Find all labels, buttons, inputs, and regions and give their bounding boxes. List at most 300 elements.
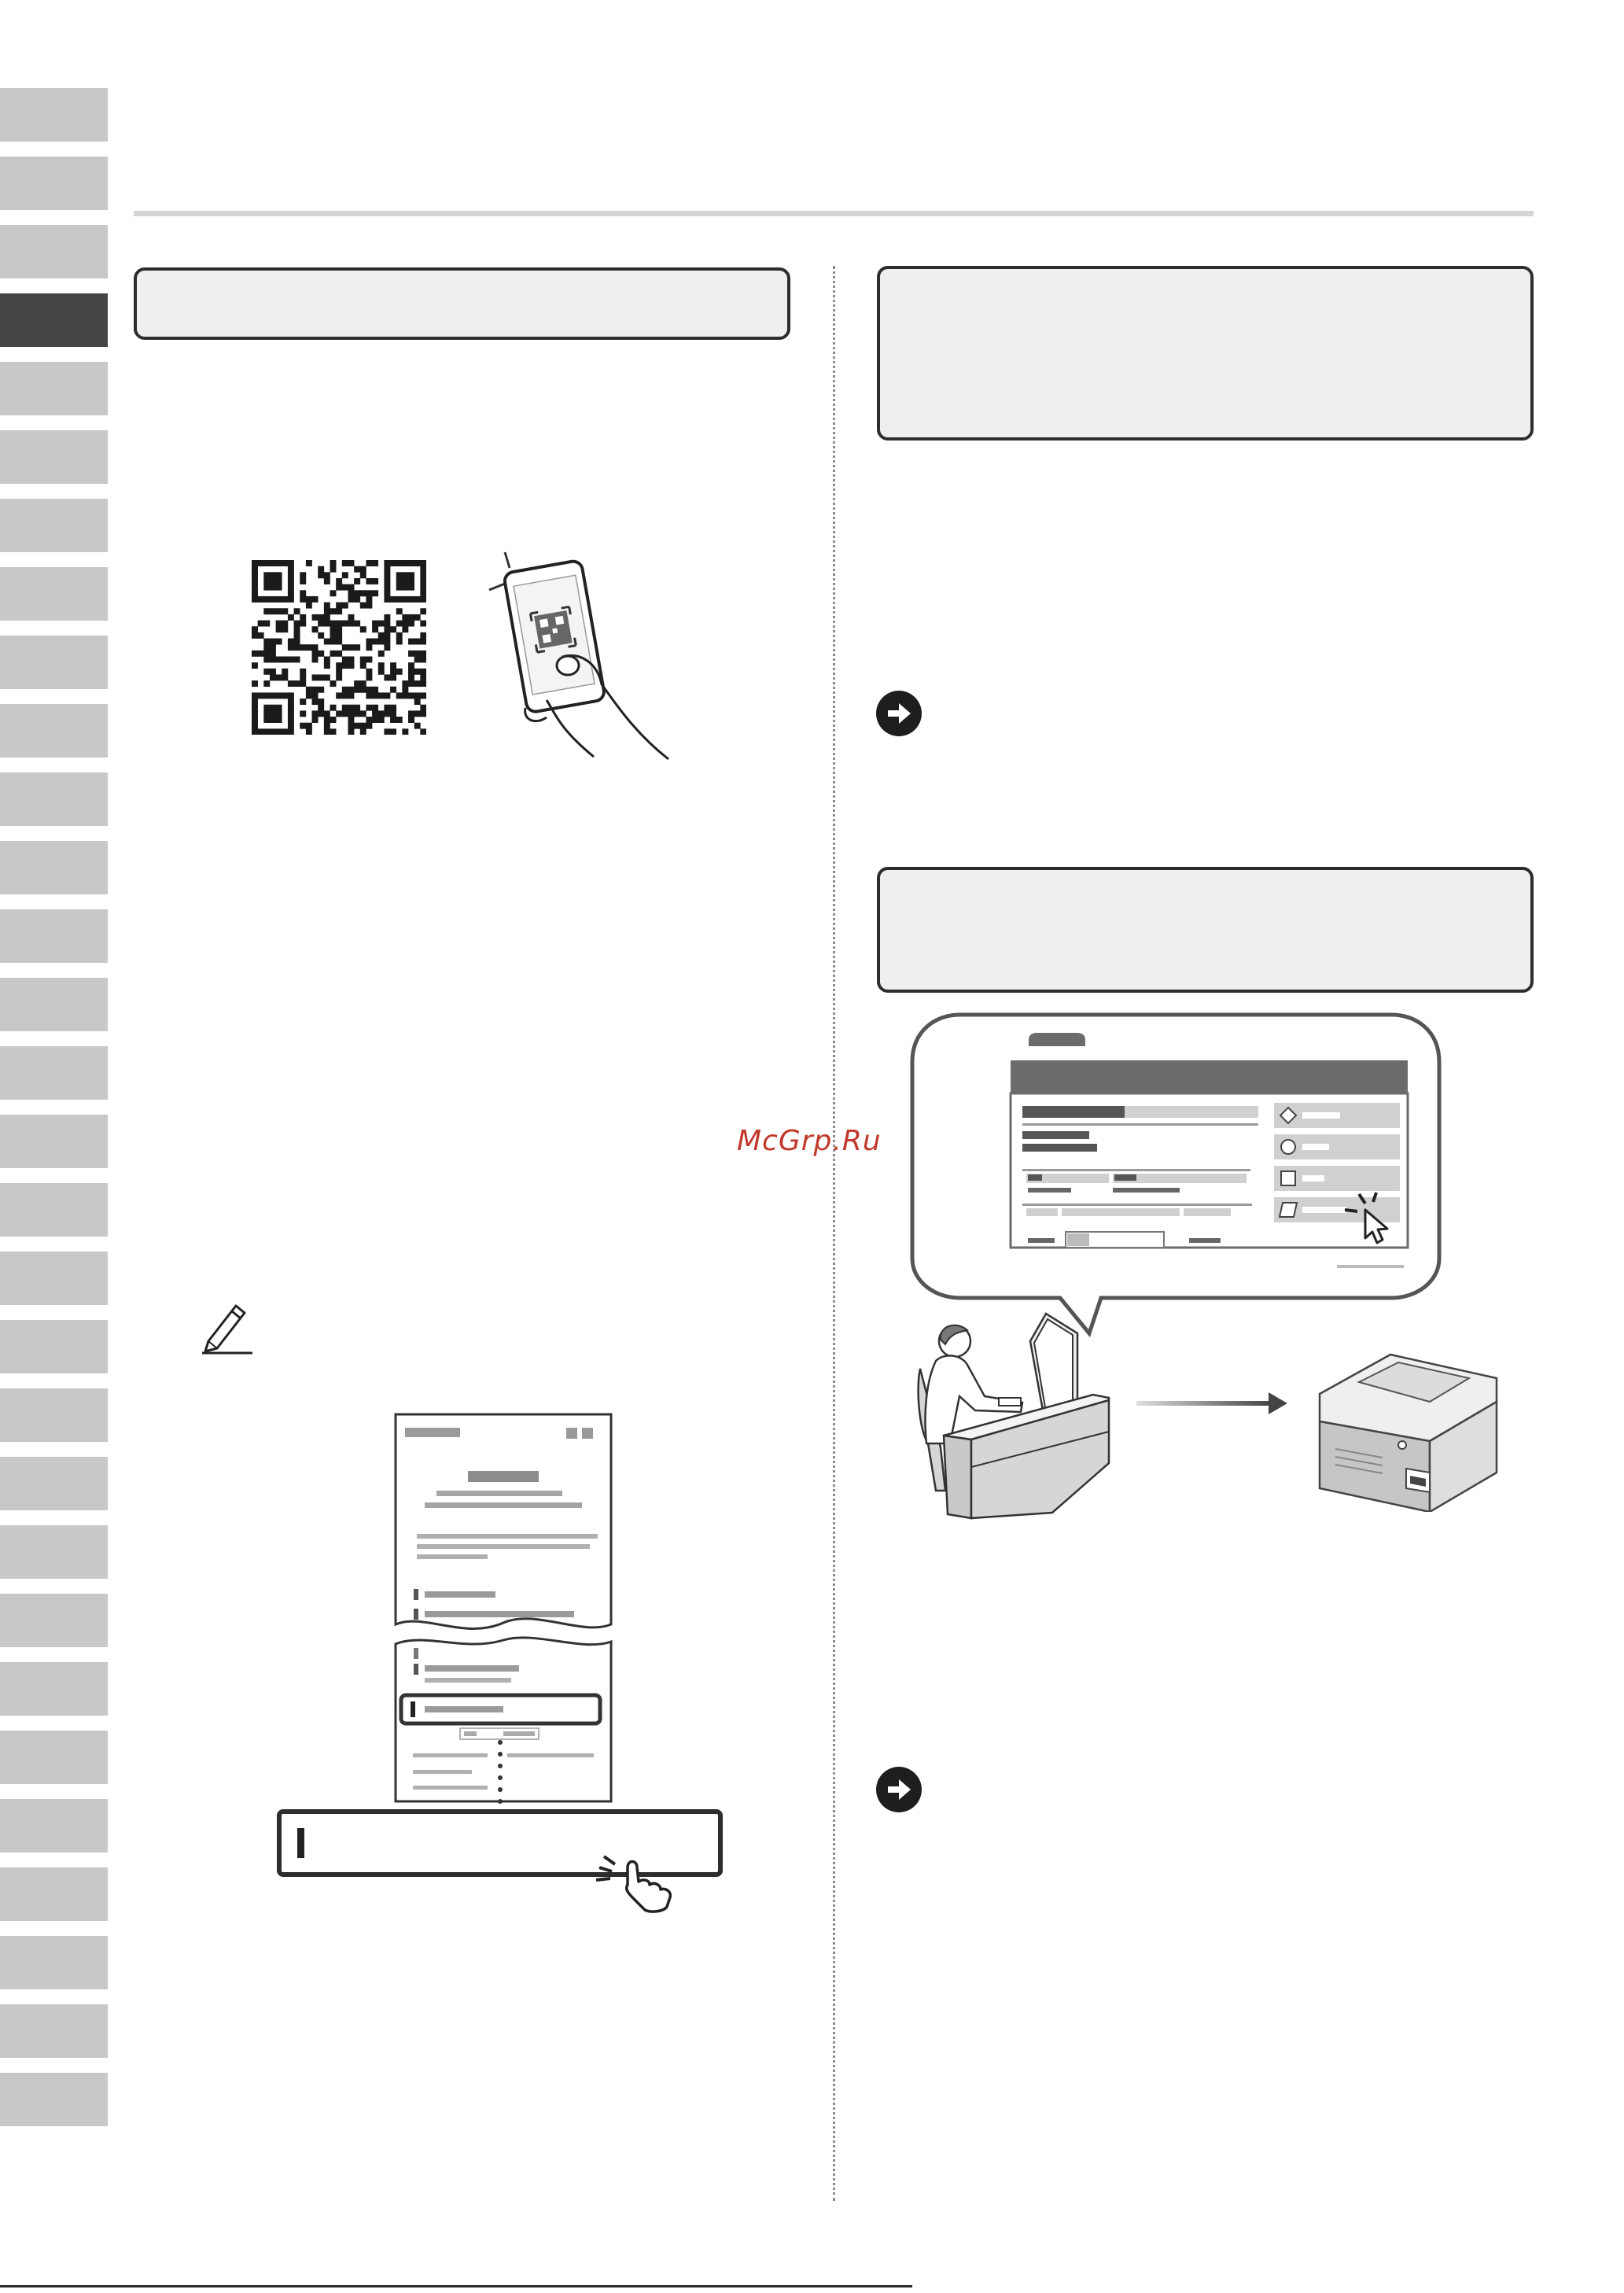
bottom-rule: [0, 2285, 912, 2287]
qr-module: [366, 578, 372, 584]
qr-module: [288, 717, 294, 723]
qr-module: [414, 680, 421, 687]
qr-module: [312, 687, 319, 693]
qr-module: [366, 692, 372, 699]
qr-module: [360, 723, 366, 729]
qr-module: [348, 590, 354, 596]
qr-module: [360, 626, 366, 632]
qr-module: [336, 626, 342, 632]
chapter-tab: [0, 1731, 108, 1784]
qr-module: [414, 656, 421, 662]
chapter-tab: [0, 1252, 108, 1305]
qr-module: [348, 614, 354, 621]
selection-marker: [297, 1828, 304, 1858]
qr-module: [282, 692, 288, 699]
qr-module: [282, 626, 288, 632]
qr-module: [348, 692, 354, 699]
qr-module: [354, 566, 360, 573]
qr-module: [390, 669, 396, 675]
qr-module: [288, 566, 294, 573]
computer-user-icon: [912, 1310, 1117, 1522]
printer-icon: [1312, 1347, 1501, 1512]
qr-module: [396, 669, 403, 675]
qr-module: [420, 621, 426, 627]
qr-module: [414, 560, 421, 566]
qr-module: [270, 656, 276, 662]
qr-module: [263, 608, 270, 614]
qr-module: [276, 572, 282, 578]
qr-module: [408, 621, 414, 627]
qr-module: [270, 705, 276, 711]
qr-module: [288, 590, 294, 596]
qr-module: [414, 692, 421, 699]
qr-module: [420, 590, 426, 596]
arrow-right-circle-icon: [875, 1766, 922, 1813]
qr-module: [336, 639, 342, 645]
qr-module: [263, 710, 270, 717]
qr-module: [372, 621, 378, 627]
qr-module: [420, 572, 426, 578]
qr-module: [372, 692, 378, 699]
qr-module: [324, 662, 330, 669]
qr-module: [384, 626, 390, 632]
chapter-tab: [0, 1046, 108, 1100]
qr-module: [270, 608, 276, 614]
qr-module: [276, 710, 282, 717]
qr-module: [318, 710, 324, 717]
qr-module: [276, 578, 282, 584]
qr-module: [252, 723, 258, 729]
qr-module: [354, 710, 360, 717]
qr-module: [366, 639, 372, 645]
qr-module: [384, 590, 390, 596]
qr-module: [276, 596, 282, 603]
qr-module: [402, 692, 408, 699]
qr-module: [288, 705, 294, 711]
chapter-tab: [0, 909, 108, 963]
qr-module: [414, 639, 421, 645]
qr-module: [324, 717, 330, 723]
chapter-tab: [0, 1525, 108, 1579]
qr-module: [300, 590, 306, 596]
qr-module: [402, 614, 408, 621]
qr-module: [342, 705, 348, 711]
qr-module: [330, 608, 337, 614]
qr-module: [252, 662, 258, 669]
qr-module: [312, 692, 319, 699]
qr-module: [354, 644, 360, 651]
qr-module: [408, 584, 414, 591]
qr-module: [288, 728, 294, 735]
qr-module: [360, 662, 366, 669]
qr-module: [354, 687, 360, 693]
qr-module: [318, 705, 324, 711]
qr-module: [390, 596, 396, 603]
qr-module: [348, 596, 354, 603]
qr-module: [420, 692, 426, 699]
qr-module: [324, 656, 330, 662]
qr-module: [258, 692, 264, 699]
qr-module: [300, 710, 306, 717]
qr-module: [390, 560, 396, 566]
qr-module: [306, 596, 312, 603]
qr-module: [354, 578, 360, 584]
qr-module: [396, 639, 403, 645]
chapter-tab: [0, 2004, 108, 2058]
qr-module: [414, 651, 421, 657]
qr-module: [252, 710, 258, 717]
qr-module: [390, 728, 396, 735]
qr-module: [366, 717, 372, 723]
qr-module: [330, 705, 337, 711]
qr-module: [282, 728, 288, 735]
qr-module: [384, 621, 390, 627]
qr-module: [396, 608, 403, 614]
qr-module: [378, 651, 385, 657]
qr-module: [252, 651, 258, 657]
qr-module: [324, 608, 330, 614]
qr-module: [336, 632, 342, 639]
qr-module: [300, 644, 306, 651]
qr-module: [252, 578, 258, 584]
qr-module: [408, 639, 414, 645]
qr-module: [396, 692, 403, 699]
qr-module: [288, 656, 294, 662]
qr-module: [348, 687, 354, 693]
qr-module: [348, 662, 354, 669]
chapter-tab: [0, 567, 108, 621]
qr-module: [396, 717, 403, 723]
qr-module: [384, 639, 390, 645]
qr-module: [324, 639, 330, 645]
qr-module: [348, 710, 354, 717]
qr-module: [330, 590, 337, 596]
qr-module: [330, 560, 337, 566]
qr-module: [263, 728, 270, 735]
chapter-tab: [0, 430, 108, 484]
qr-module: [324, 710, 330, 717]
qr-module: [288, 723, 294, 729]
qr-module: [312, 644, 319, 651]
qr-module: [288, 644, 294, 651]
qr-module: [420, 578, 426, 584]
qr-module: [252, 626, 258, 632]
qr-module: [324, 621, 330, 627]
qr-module: [420, 608, 426, 614]
qr-module: [378, 662, 385, 669]
qr-module: [414, 669, 421, 675]
qr-module: [348, 621, 354, 627]
qr-module: [270, 674, 276, 680]
qr-module: [342, 603, 348, 609]
qr-module: [372, 687, 378, 693]
qr-module: [288, 614, 294, 621]
qr-module: [414, 723, 421, 729]
qr-module: [384, 614, 390, 621]
qr-module: [263, 692, 270, 699]
qr-module: [420, 674, 426, 680]
qr-module: [252, 717, 258, 723]
chapter-tab: [0, 704, 108, 758]
qr-module: [312, 626, 319, 632]
qr-module: [336, 674, 342, 680]
qr-module: [390, 662, 396, 669]
qr-module: [408, 717, 414, 723]
qr-module: [390, 674, 396, 680]
qr-module: [276, 639, 282, 645]
qr-module: [420, 566, 426, 573]
qr-module: [402, 687, 408, 693]
qr-module: [258, 621, 264, 627]
right-section-heading-2: [877, 867, 1534, 993]
qr-module: [336, 710, 342, 717]
qr-module: [408, 578, 414, 584]
qr-module: [312, 656, 319, 662]
qr-module: [414, 710, 421, 717]
chapter-tab: [0, 1936, 108, 1989]
qr-module: [258, 632, 264, 639]
qr-module: [288, 572, 294, 578]
qr-module: [402, 560, 408, 566]
qr-module: [420, 680, 426, 687]
qr-module: [252, 705, 258, 711]
qr-module: [372, 639, 378, 645]
qr-module: [263, 621, 270, 627]
qr-module: [420, 656, 426, 662]
qr-module: [366, 687, 372, 693]
chapter-tab: [0, 978, 108, 1031]
qr-module: [270, 584, 276, 591]
qr-module: [330, 626, 337, 632]
smartphone-scan-icon: [480, 551, 676, 763]
qr-module: [288, 710, 294, 717]
qr-module: [342, 662, 348, 669]
qr-module: [288, 699, 294, 705]
qr-module: [318, 687, 324, 693]
qr-module: [318, 651, 324, 657]
qr-module: [252, 572, 258, 578]
qr-module: [372, 590, 378, 596]
qr-module: [348, 644, 354, 651]
qr-module: [263, 717, 270, 723]
qr-module: [282, 560, 288, 566]
right-section-heading-1: [877, 266, 1534, 441]
qr-module: [270, 669, 276, 675]
qr-module: [263, 639, 270, 645]
qr-module: [318, 621, 324, 627]
qr-module: [420, 632, 426, 639]
qr-module: [420, 669, 426, 675]
qr-module: [270, 572, 276, 578]
qr-module: [420, 584, 426, 591]
qr-module: [252, 680, 258, 687]
qr-module: [378, 639, 385, 645]
qr-module: [276, 608, 282, 614]
qr-module: [360, 572, 366, 578]
qr-module: [263, 560, 270, 566]
qr-module: [276, 728, 282, 735]
qr-module: [372, 717, 378, 723]
chapter-tab: [0, 1799, 108, 1852]
qr-module: [396, 578, 403, 584]
qr-module: [402, 626, 408, 632]
qr-module: [390, 717, 396, 723]
qr-module: [330, 639, 337, 645]
qr-module: [276, 621, 282, 627]
qr-module: [342, 584, 348, 591]
qr-module: [336, 584, 342, 591]
qr-module: [270, 651, 276, 657]
qr-module: [348, 705, 354, 711]
qr-module: [300, 596, 306, 603]
qr-module: [354, 705, 360, 711]
chapter-tab: [0, 362, 108, 415]
qr-module: [330, 621, 337, 627]
qr-module: [276, 674, 282, 680]
qr-module: [294, 621, 300, 627]
qr-module: [288, 692, 294, 699]
qr-module: [258, 728, 264, 735]
qr-module: [252, 692, 258, 699]
qr-module: [282, 621, 288, 627]
qr-module: [384, 578, 390, 584]
qr-module: [336, 621, 342, 627]
qr-module: [318, 572, 324, 578]
qr-module: [372, 626, 378, 632]
qr-module: [366, 705, 372, 711]
qr-module: [354, 723, 360, 729]
qr-module: [324, 603, 330, 609]
qr-module: [306, 728, 312, 735]
qr-module: [348, 717, 354, 723]
chapter-tab: [0, 1594, 108, 1647]
qr-module: [402, 728, 408, 735]
qr-module: [390, 705, 396, 711]
qr-module: [366, 590, 372, 596]
qr-module: [336, 578, 342, 584]
qr-module: [396, 584, 403, 591]
qr-module: [306, 644, 312, 651]
qr-module: [408, 680, 414, 687]
chapter-tab: [0, 1115, 108, 1168]
qr-module: [348, 656, 354, 662]
qr-module: [263, 644, 270, 651]
qr-module: [354, 621, 360, 627]
qr-module: [276, 656, 282, 662]
qr-module: [420, 596, 426, 603]
qr-module: [408, 651, 414, 657]
qr-module: [282, 656, 288, 662]
transfer-arrow-icon: [1136, 1388, 1290, 1420]
qr-module: [402, 596, 408, 603]
qr-module: [342, 692, 348, 699]
column-divider: [833, 266, 835, 2201]
qr-module: [312, 651, 319, 657]
qr-module: [294, 680, 300, 687]
qr-module: [336, 669, 342, 675]
qr-module: [324, 572, 330, 578]
qr-module: [330, 717, 337, 723]
qr-module: [306, 603, 312, 609]
qr-module: [384, 632, 390, 639]
chapter-tab: [0, 1388, 108, 1442]
qr-module: [348, 584, 354, 591]
qr-module: [282, 596, 288, 603]
chapter-tab: [0, 1320, 108, 1373]
qr-module: [342, 621, 348, 627]
qr-module: [360, 687, 366, 693]
qr-module: [330, 566, 337, 573]
qr-module: [366, 656, 372, 662]
qr-module: [342, 656, 348, 662]
qr-module: [384, 560, 390, 566]
qr-module: [396, 560, 403, 566]
qr-module: [360, 603, 366, 609]
arrow-right-circle-icon: [875, 690, 922, 737]
qr-module: [366, 603, 372, 609]
qr-module: [336, 662, 342, 669]
qr-module: [408, 674, 414, 680]
qr-module: [252, 596, 258, 603]
qr-module: [300, 669, 306, 675]
qr-module: [324, 723, 330, 729]
chapter-tab: [0, 88, 108, 142]
qr-module: [300, 699, 306, 705]
qr-module: [294, 656, 300, 662]
pencil-note-icon: [201, 1298, 256, 1355]
qr-module: [294, 639, 300, 645]
qr-module: [300, 621, 306, 627]
qr-module: [336, 608, 342, 614]
qr-module: [420, 710, 426, 717]
qr-module: [252, 560, 258, 566]
qr-module: [294, 644, 300, 651]
qr-module: [312, 614, 319, 621]
chapter-tab: [0, 157, 108, 210]
qr-module: [384, 710, 390, 717]
qr-module: [252, 632, 258, 639]
qr-module: [402, 578, 408, 584]
qr-module: [384, 584, 390, 591]
chapter-tab: [0, 499, 108, 552]
qr-module: [360, 590, 366, 596]
qr-module: [270, 560, 276, 566]
chapter-tab: [0, 636, 108, 689]
qr-module: [312, 717, 319, 723]
qr-module: [263, 584, 270, 591]
qr-module: [366, 674, 372, 680]
qr-module: [354, 590, 360, 596]
qr-module: [384, 705, 390, 711]
qr-module: [336, 603, 342, 609]
qr-module: [384, 692, 390, 699]
chapter-tab: [0, 2073, 108, 2126]
qr-module: [312, 596, 319, 603]
qr-module: [263, 572, 270, 578]
qr-module: [270, 717, 276, 723]
chapter-tab: [0, 1662, 108, 1716]
qr-module: [384, 572, 390, 578]
qr-module: [276, 560, 282, 566]
qr-module: [288, 560, 294, 566]
qr-module: [384, 644, 390, 651]
qr-module: [288, 584, 294, 591]
qr-module: [282, 674, 288, 680]
chapter-tab: [0, 772, 108, 826]
qr-module: [324, 614, 330, 621]
qr-module: [306, 723, 312, 729]
chapter-tab: [0, 293, 108, 347]
